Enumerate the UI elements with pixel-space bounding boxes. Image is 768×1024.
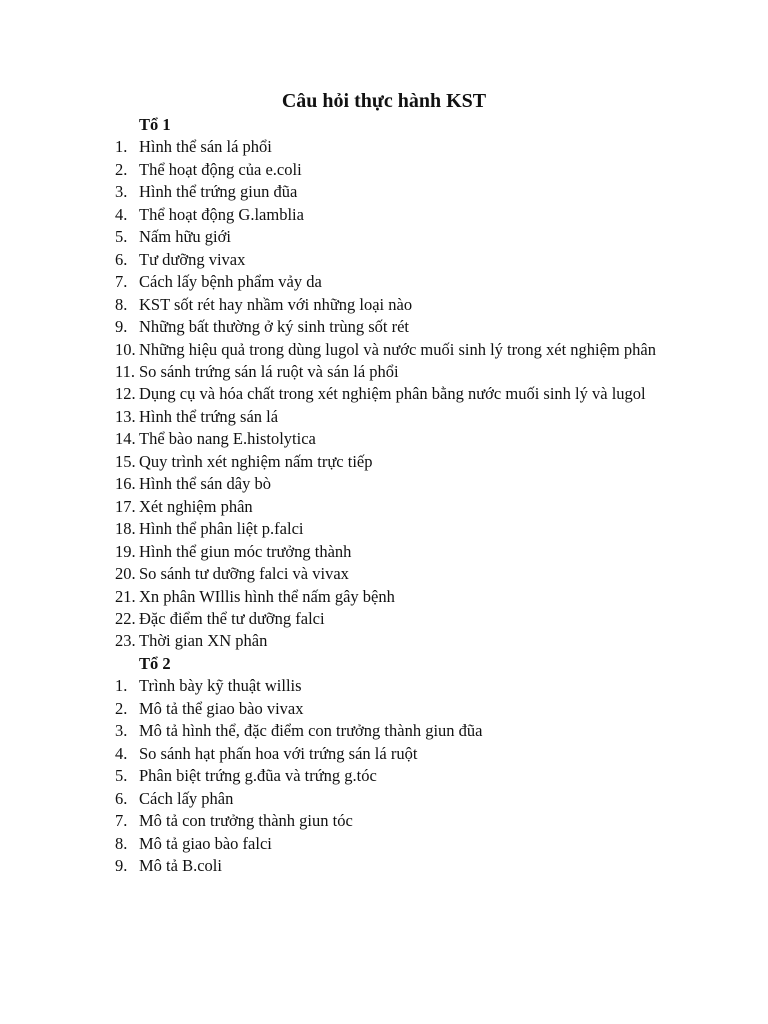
group-title: Tổ 2 (139, 653, 171, 673)
question-item (115, 810, 675, 832)
question-item (115, 428, 675, 450)
question-text: Hình thể trứng sán lá (139, 406, 279, 426)
question-item (115, 496, 675, 518)
question-item (115, 833, 675, 855)
question-text: Mô tả con trưởng thành giun tóc (139, 811, 353, 831)
question-text: So sánh hạt phấn hoa với trứng sán lá ruột (139, 743, 418, 763)
question-text: Cách lấy bệnh phẩm vảy da (139, 272, 322, 292)
question-text: Nấm hữu giới (139, 227, 231, 247)
question-text: Cách lấy phân (139, 788, 234, 808)
question-item (115, 294, 675, 316)
question-text: Tư dưỡng vivax (139, 249, 246, 269)
question-number: 8. (115, 294, 128, 314)
question-number: 13. (115, 406, 136, 426)
question-text: Thể bào nang E.histolytica (139, 429, 316, 449)
question-item (115, 698, 675, 720)
question-text: Hình thể phân liệt p.falci (139, 519, 304, 539)
question-number: 19. (115, 541, 136, 561)
question-item (115, 159, 675, 181)
question-item (115, 383, 675, 405)
question-item (115, 136, 675, 158)
question-text: Mô tả thể giao bào vivax (139, 698, 304, 718)
question-item (115, 765, 675, 787)
question-text: Hình thể giun móc trưởng thành (139, 541, 352, 561)
document-title: Câu hỏi thực hành KST (281, 90, 487, 112)
question-number: 23. (115, 631, 136, 651)
question-number: 4. (115, 743, 128, 763)
question-number: 17. (115, 496, 136, 516)
question-number: 11. (115, 361, 136, 381)
question-item (115, 855, 675, 877)
question-number: 14. (115, 429, 136, 449)
question-text: Dụng cụ và hóa chất trong xét nghiệm phân bằng nước muối sinh lý và lugol (139, 384, 646, 404)
question-text: So sánh trứng sán lá ruột và sán lá phổi (139, 361, 399, 381)
question-number: 9. (115, 317, 128, 337)
question-number: 2. (115, 698, 128, 718)
question-text: Hình thể sán lá phổi (139, 137, 272, 157)
question-text: Những hiệu quả trong dùng lugol và nước muối sinh lý trong xét nghiệm phân (139, 339, 656, 359)
question-number: 20. (115, 564, 136, 584)
question-item (115, 451, 675, 473)
question-number: 1. (115, 137, 128, 157)
question-text: Phân biệt trứng g.đũa và trứng g.tóc (139, 766, 377, 786)
question-number: 7. (115, 811, 128, 831)
question-item (115, 743, 675, 765)
question-item (115, 226, 675, 248)
question-number: 10. (115, 339, 136, 359)
question-item (115, 249, 675, 271)
question-text: Đặc điểm thể tư dưỡng falci (139, 608, 325, 628)
question-number: 7. (115, 272, 128, 292)
question-text: Hình thể trứng giun đũa (139, 182, 298, 202)
question-text: Trình bày kỹ thuật willis (139, 676, 302, 696)
question-item (115, 339, 675, 361)
question-text: Xn phân WIllis hình thể nấm gây bệnh (139, 586, 395, 606)
question-number: 16. (115, 474, 136, 494)
question-number: 5. (115, 766, 128, 786)
question-number: 1. (115, 676, 128, 696)
question-item (115, 630, 675, 652)
question-group (115, 114, 675, 653)
question-text: Thời gian XN phân (139, 631, 268, 651)
question-item (115, 473, 675, 495)
question-item (115, 586, 675, 608)
question-number: 5. (115, 227, 128, 247)
question-text: Hình thể sán dây bò (139, 474, 271, 494)
question-item (115, 181, 675, 203)
question-text: KST sốt rét hay nhầm với những loại nào (139, 294, 413, 314)
question-text: Xét nghiệm phân (139, 496, 253, 516)
question-item (115, 563, 675, 585)
question-item (115, 518, 675, 540)
question-list (115, 136, 675, 652)
question-number: 18. (115, 519, 136, 539)
question-item (115, 675, 675, 697)
question-text: Thể hoạt động của e.coli (139, 159, 302, 179)
group-title: Tổ 1 (139, 115, 171, 134)
question-text: Mô tả B.coli (139, 855, 222, 875)
question-text: Những bất thường ở ký sinh trùng sốt rét (139, 317, 409, 337)
question-number: 12. (115, 384, 136, 404)
question-text: Mô tả hình thể, đặc điểm con trưởng thành giun đũa (139, 721, 483, 741)
question-number: 21. (115, 586, 136, 606)
question-item (115, 541, 675, 563)
question-item (115, 788, 675, 810)
question-number: 2. (115, 159, 128, 179)
question-item (115, 316, 675, 338)
question-text: So sánh tư dưỡng falci và vivax (139, 564, 349, 584)
question-item (115, 608, 675, 630)
question-groups (115, 114, 675, 877)
question-item (115, 361, 675, 383)
question-text: Thể hoạt động G.lamblia (139, 204, 304, 224)
question-number: 3. (115, 182, 128, 202)
question-item (115, 406, 675, 428)
question-group (115, 653, 675, 878)
question-number: 4. (115, 204, 128, 224)
question-text: Quy trình xét nghiệm nấm trực tiếp (139, 451, 373, 471)
question-number: 6. (115, 249, 128, 269)
question-number: 6. (115, 788, 128, 808)
question-item (115, 720, 675, 742)
question-number: 3. (115, 721, 128, 741)
question-item (115, 204, 675, 226)
question-text: Mô tả giao bào falci (139, 833, 272, 853)
question-number: 9. (115, 855, 128, 875)
question-number: 8. (115, 833, 128, 853)
question-list (115, 675, 675, 877)
question-item (115, 271, 675, 293)
question-number: 15. (115, 451, 136, 471)
question-number: 22. (115, 608, 136, 628)
